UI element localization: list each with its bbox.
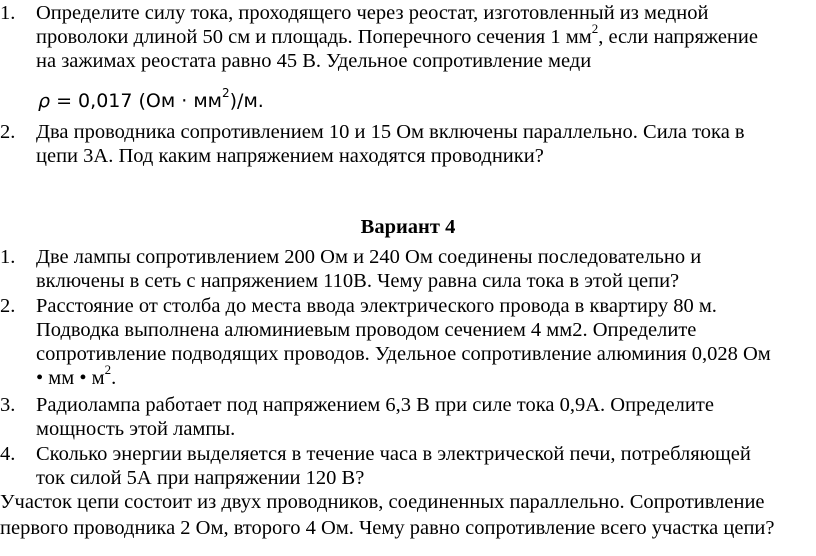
resistivity-formula <box>38 85 264 113</box>
formula-superscript: 2 <box>221 85 230 100</box>
variant-4-item-3-text <box>36 393 806 441</box>
task-1-line-3: на зажимах реостата равно 45 В. Удельное сопротивление меди <box>36 50 592 72</box>
unit-text: • мм • м <box>36 367 105 389</box>
task-2-line-2: цепи 3А. Под каким напряжением находятся проводники? <box>36 145 544 167</box>
task-1-line-1: Определите силу тока, проходящего через реостат, изготовленный из медной <box>36 2 709 24</box>
variant-4-item-1-number: 1. <box>0 246 16 268</box>
task-1-line-2-tail: , если напряжение <box>598 26 758 48</box>
task-1-line-2 <box>36 21 806 49</box>
variant-4-item-2-number: 2. <box>0 295 16 317</box>
rho-symbol: ρ <box>38 90 51 112</box>
formula-value: = 0,017 (Ом · мм <box>50 90 222 112</box>
formula-unit: )/м <box>229 90 258 112</box>
final-paragraph <box>0 489 816 541</box>
task-1-line-2-text: проволоки длиной 50 см и площадь. Поперечного сечения 1 мм <box>36 26 592 48</box>
task-1-number: 1. <box>0 2 16 24</box>
variant-4-item-2-text <box>36 294 806 390</box>
task-2-line-1: Два проводника сопротивлением 10 и 15 Ом включены параллельно. Сила тока в <box>36 121 745 143</box>
task-2-text <box>36 120 806 168</box>
variant-heading: Вариант 4 <box>360 216 456 238</box>
task-1-line-2-superscript: 2 <box>591 21 599 37</box>
variant-4-item-2-line-3: сопротивление подводящих проводов. Удельное сопротивление алюминия 0,028 Ом <box>36 343 771 365</box>
unit-superscript: 2 <box>104 362 112 378</box>
variant-4-item-2-line-2: Подводка выполнена алюминиевым проводом сечением 4 мм2. Определите <box>36 319 697 341</box>
task-2-number: 2. <box>0 121 16 143</box>
variant-4-item-1-text <box>36 245 806 293</box>
formula-dot: . <box>257 90 264 112</box>
variant-4-item-3-number: 3. <box>0 394 16 416</box>
variant-4-item-4-number: 4. <box>0 443 16 465</box>
task-1-text <box>36 1 806 73</box>
variant-4-item-4-line-2: ток силой 5А при напряжении 120 В? <box>36 467 365 489</box>
variant-4-item-3-line-2: мощность этой лампы. <box>36 418 236 440</box>
variant-4-item-2-line-1: Расстояние от столба до места ввода электрического провода в квартиру 80 м. <box>36 295 717 317</box>
variant-4-item-2-line-4 <box>36 362 806 390</box>
unit-dot: . <box>111 367 117 389</box>
variant-4-item-4-line-1: Сколько энергии выделяется в течение часа в электрической печи, потребляющей <box>36 443 751 465</box>
variant-4-item-1-line-2: включены в сеть с напряжением 110В. Чему равна сила тока в этой цепи? <box>36 270 680 292</box>
variant-4-item-4-text <box>36 442 806 490</box>
final-paragraph-line-1: Участок цепи состоит из двух проводников, соединенных параллельно. Сопротивление <box>0 491 765 513</box>
final-paragraph-line-2: первого проводника 2 Ом, второго 4 Ом. Чему равно сопротивление всего участка цепи? <box>0 517 775 539</box>
variant-4-item-1-line-1: Две лампы сопротивлением 200 Ом и 240 Ом соединены последовательно и <box>36 246 702 268</box>
variant-4-item-3-line-1: Радиолампа работает под напряжением 6,3 В при силе тока 0,9А. Определите <box>36 394 714 416</box>
